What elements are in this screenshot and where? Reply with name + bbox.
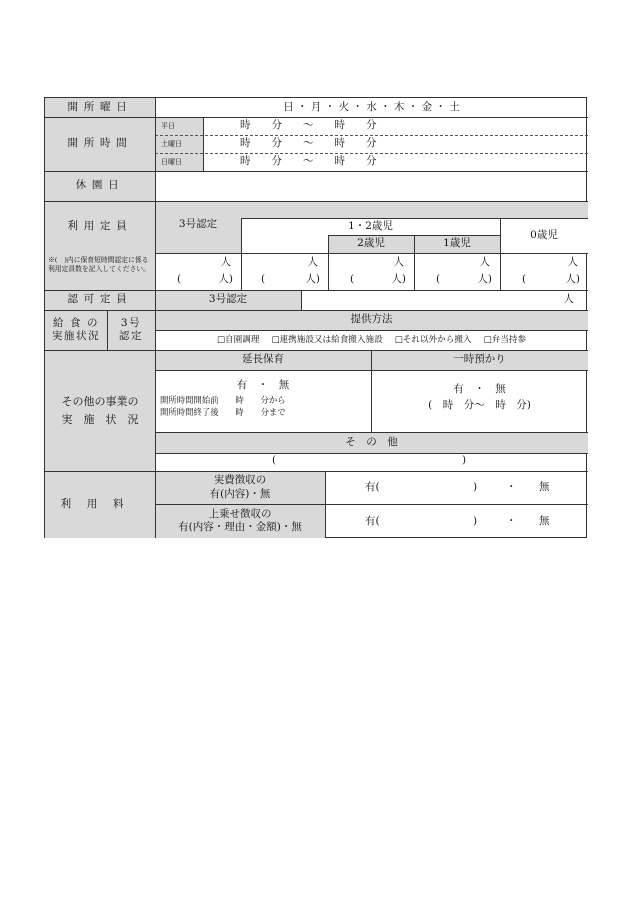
fee-open: 有(: [365, 515, 380, 527]
rule: [301, 290, 302, 310]
rule: [155, 253, 588, 254]
capacity-age2-header: 2歳児: [328, 235, 414, 253]
rule: [45, 117, 588, 118]
hours-weekday-field[interactable]: 時 分 〜 時 分: [240, 119, 377, 132]
facility-info-form: [44, 97, 587, 538]
label-other-services: その他の事業の 実 施 状 況: [45, 350, 155, 471]
fee-open: 有(: [365, 481, 380, 493]
meals-option-partner-facility[interactable]: □連携施設又は給食搬入施設: [271, 334, 383, 345]
paren-open: (: [177, 273, 182, 285]
approved-cert3-label: 3号認定: [155, 290, 301, 310]
hours-saturday-field[interactable]: 時 分 〜 時 分: [240, 137, 377, 150]
paren-unit: 人): [565, 273, 580, 285]
unit-label: 人: [307, 256, 318, 268]
rule: [107, 310, 108, 350]
hours-sunday-label: 日曜日: [155, 153, 203, 171]
extended-care-field[interactable]: [155, 370, 371, 432]
rule: [371, 350, 372, 432]
paren-open: (: [350, 273, 355, 285]
fee-extra-field[interactable]: [325, 504, 588, 538]
rule-dashed: [155, 135, 588, 136]
other-header: そ の 他: [155, 432, 588, 453]
paren-unit: 人): [477, 273, 492, 285]
capacity-age1-header: 1歳児: [414, 235, 500, 253]
opening-days-value: 日 ・ 月 ・ 火 ・ 水 ・ 木 ・ 金 ・ 土: [283, 100, 460, 113]
rule: [45, 201, 588, 202]
paren-open: (: [261, 273, 266, 285]
temp-care-time: ( 時 分〜 時 分): [428, 399, 531, 411]
label-approved-capacity: 認可定員: [45, 290, 155, 310]
rule: [155, 432, 588, 433]
fee-close: ): [473, 481, 478, 493]
paren-open: (: [436, 273, 441, 285]
capacity-age0-header: 0歳児: [500, 218, 588, 253]
rule: [155, 330, 588, 331]
rule: [325, 471, 326, 538]
capacity-age2-value[interactable]: [328, 253, 414, 290]
unit-label: 人: [563, 293, 574, 305]
rule: [500, 218, 501, 290]
fee-extra-label: 上乗せ徴収の 有(内容・理由・金額)・無: [155, 504, 325, 538]
capacity-age12-header: 1・2歳児: [241, 218, 500, 235]
unit-label: 人: [220, 256, 231, 268]
rule: [45, 171, 588, 172]
temp-care-yesno[interactable]: 有 ・ 無: [453, 383, 506, 395]
fee-dot: ・: [506, 481, 517, 493]
hours-saturday-label: 土曜日: [155, 135, 203, 153]
paren-open: (: [522, 273, 527, 285]
rule: [241, 218, 588, 219]
extended-care-yesno[interactable]: 有 ・ 無: [236, 379, 290, 391]
label-opening-days: 開所曜日: [45, 98, 155, 117]
paren-unit: 人): [218, 273, 233, 285]
capacity-header-band: [155, 201, 588, 218]
unit-label: 人: [393, 256, 404, 268]
rule: [155, 98, 156, 538]
fee-dot: ・: [506, 515, 517, 527]
rule: [45, 310, 588, 311]
capacity-age12-value[interactable]: [241, 253, 328, 290]
fee-actual-field[interactable]: [325, 471, 588, 504]
extended-care-after: 開所時間終了後 時 分まで: [160, 407, 286, 417]
label-meals-cert3: 3号 認定: [107, 310, 155, 350]
label-fees: 利用料: [45, 471, 155, 538]
meals-option-bento[interactable]: □弁当持参: [483, 334, 527, 345]
capacity-age0-value[interactable]: [500, 253, 588, 290]
rule: [155, 453, 588, 454]
unit-label: 人: [567, 256, 578, 268]
fee-no[interactable]: 無: [539, 481, 550, 493]
rule: [241, 218, 242, 290]
rule: [45, 471, 588, 472]
fee-no[interactable]: 無: [539, 515, 550, 527]
rule: [45, 290, 588, 291]
capacity-age1-value[interactable]: [414, 253, 500, 290]
meals-option-other-delivery[interactable]: □それ以外から搬入: [394, 334, 472, 345]
capacity-cert3-header: 3号認定: [155, 218, 241, 253]
meals-options: [155, 330, 588, 350]
label-opening-hours: 開所時間: [45, 117, 155, 171]
rule-dashed: [155, 153, 588, 154]
label-meals: 給 食 の 実施状況: [45, 310, 107, 350]
hours-sunday-field[interactable]: 時 分 〜 時 分: [240, 155, 377, 168]
label-closed-days: 休園日: [45, 171, 155, 201]
approved-capacity-field[interactable]: [301, 290, 588, 310]
meals-method-header: 提供方法: [155, 310, 588, 330]
other-field[interactable]: [155, 453, 588, 471]
rule: [328, 235, 329, 290]
rule: [414, 235, 415, 290]
paren-unit: 人): [391, 273, 406, 285]
unit-label: 人: [479, 256, 490, 268]
meals-option-own-kitchen[interactable]: □自園調理: [216, 334, 260, 345]
temp-care-header: 一時預かり: [371, 350, 588, 370]
rule: [45, 350, 588, 351]
paren-unit: 人): [305, 273, 320, 285]
rule: [203, 117, 204, 171]
rule: [155, 504, 588, 505]
closed-days-field[interactable]: [155, 171, 588, 201]
paren-close: ): [462, 454, 467, 466]
fee-actual-label: 実費徴収の 有(内容)・無: [155, 471, 325, 504]
hours-weekday-label: 平日: [155, 117, 203, 135]
extended-care-header: 延長保育: [155, 350, 371, 370]
capacity-note: ※( )内に保育短時間認定に係る利用定員数を記入してください。: [45, 253, 155, 290]
paren-open: (: [272, 454, 277, 466]
temp-care-field[interactable]: [371, 370, 588, 432]
fee-close: ): [473, 515, 478, 527]
capacity-cert3-value[interactable]: [155, 253, 241, 290]
label-capacity: 利用定員: [45, 201, 155, 253]
extended-care-before: 開所時間開始前 時 分から: [160, 395, 286, 405]
